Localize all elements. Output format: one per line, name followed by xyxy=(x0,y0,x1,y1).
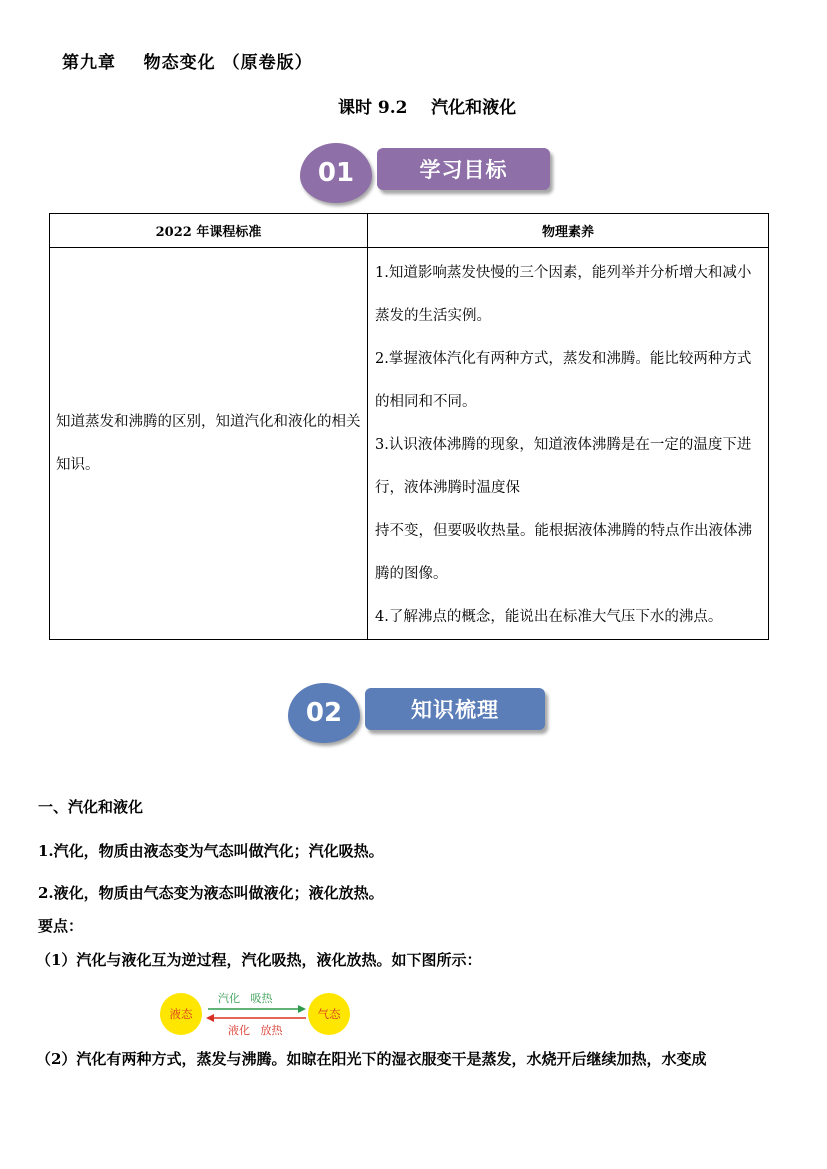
section-number-badge: 01 xyxy=(300,143,372,203)
definition-liquefaction: 2.液化，物质由气态变为液态叫做液化；液化放热。 xyxy=(38,884,384,902)
liquefaction-label: 液化 放热 xyxy=(228,1024,283,1037)
gas-state-bubble: 气态 xyxy=(308,993,350,1035)
standard-cell: 知道蒸发和沸腾的区别，知道汽化和液化的相关知识。 xyxy=(50,248,368,640)
literacy-item: 4.了解沸点的概念，能说出在标准大气压下水的沸点。 xyxy=(375,609,723,625)
keypoints-label: 要点： xyxy=(38,917,84,935)
literacy-cell xyxy=(368,248,769,640)
section-heading: 一、汽化和液化 xyxy=(38,798,144,816)
vaporization-label: 汽化 吸热 xyxy=(218,992,273,1005)
section-number-badge: 02 xyxy=(288,683,360,743)
keypoint-1: （1）汽化与液化互为逆过程，汽化吸热，液化放热。如下图所示： xyxy=(36,951,482,969)
keypoint-2: （2）汽化有两种方式，蒸发与沸腾。如晾在阳光下的湿衣服变干是蒸发，水烧开后继续加热，水变成 xyxy=(36,1050,707,1068)
column-header-standard: 2022 年课程标准 xyxy=(50,214,368,248)
section-banner-learning-goals xyxy=(300,143,560,205)
literacy-item: 1.知道影响蒸发快慢的三个因素，能列举并分析增大和减小蒸发的生活实例。 xyxy=(375,265,752,324)
definition-vaporization: 1.汽化，物质由液态变为气态叫做汽化；汽化吸热。 xyxy=(38,842,384,860)
phase-change-diagram xyxy=(160,988,352,1040)
lesson-title: 课时 9.2 汽化和液化 xyxy=(338,98,517,118)
section-title-badge: 知识梳理 xyxy=(365,688,545,730)
literacy-item: 持不变，但要吸收热量。能根据液体沸腾的特点作出液体沸腾的图像。 xyxy=(375,523,752,582)
column-header-literacy: 物理素养 xyxy=(368,214,769,248)
chapter-title: 第九章 物态变化 （原卷版） xyxy=(62,53,313,73)
literacy-item: 3.认识液体沸腾的现象，知道液体沸腾是在一定的温度下进行，液体沸腾时温度保 xyxy=(375,437,752,496)
literacy-item: 2.掌握液体汽化有两种方式，蒸发和沸腾。能比较两种方式的相同和不同。 xyxy=(375,351,752,410)
liquid-state-bubble: 液态 xyxy=(160,993,202,1035)
section-title-badge: 学习目标 xyxy=(377,148,550,190)
curriculum-table xyxy=(49,213,769,640)
section-banner-knowledge xyxy=(288,683,558,745)
